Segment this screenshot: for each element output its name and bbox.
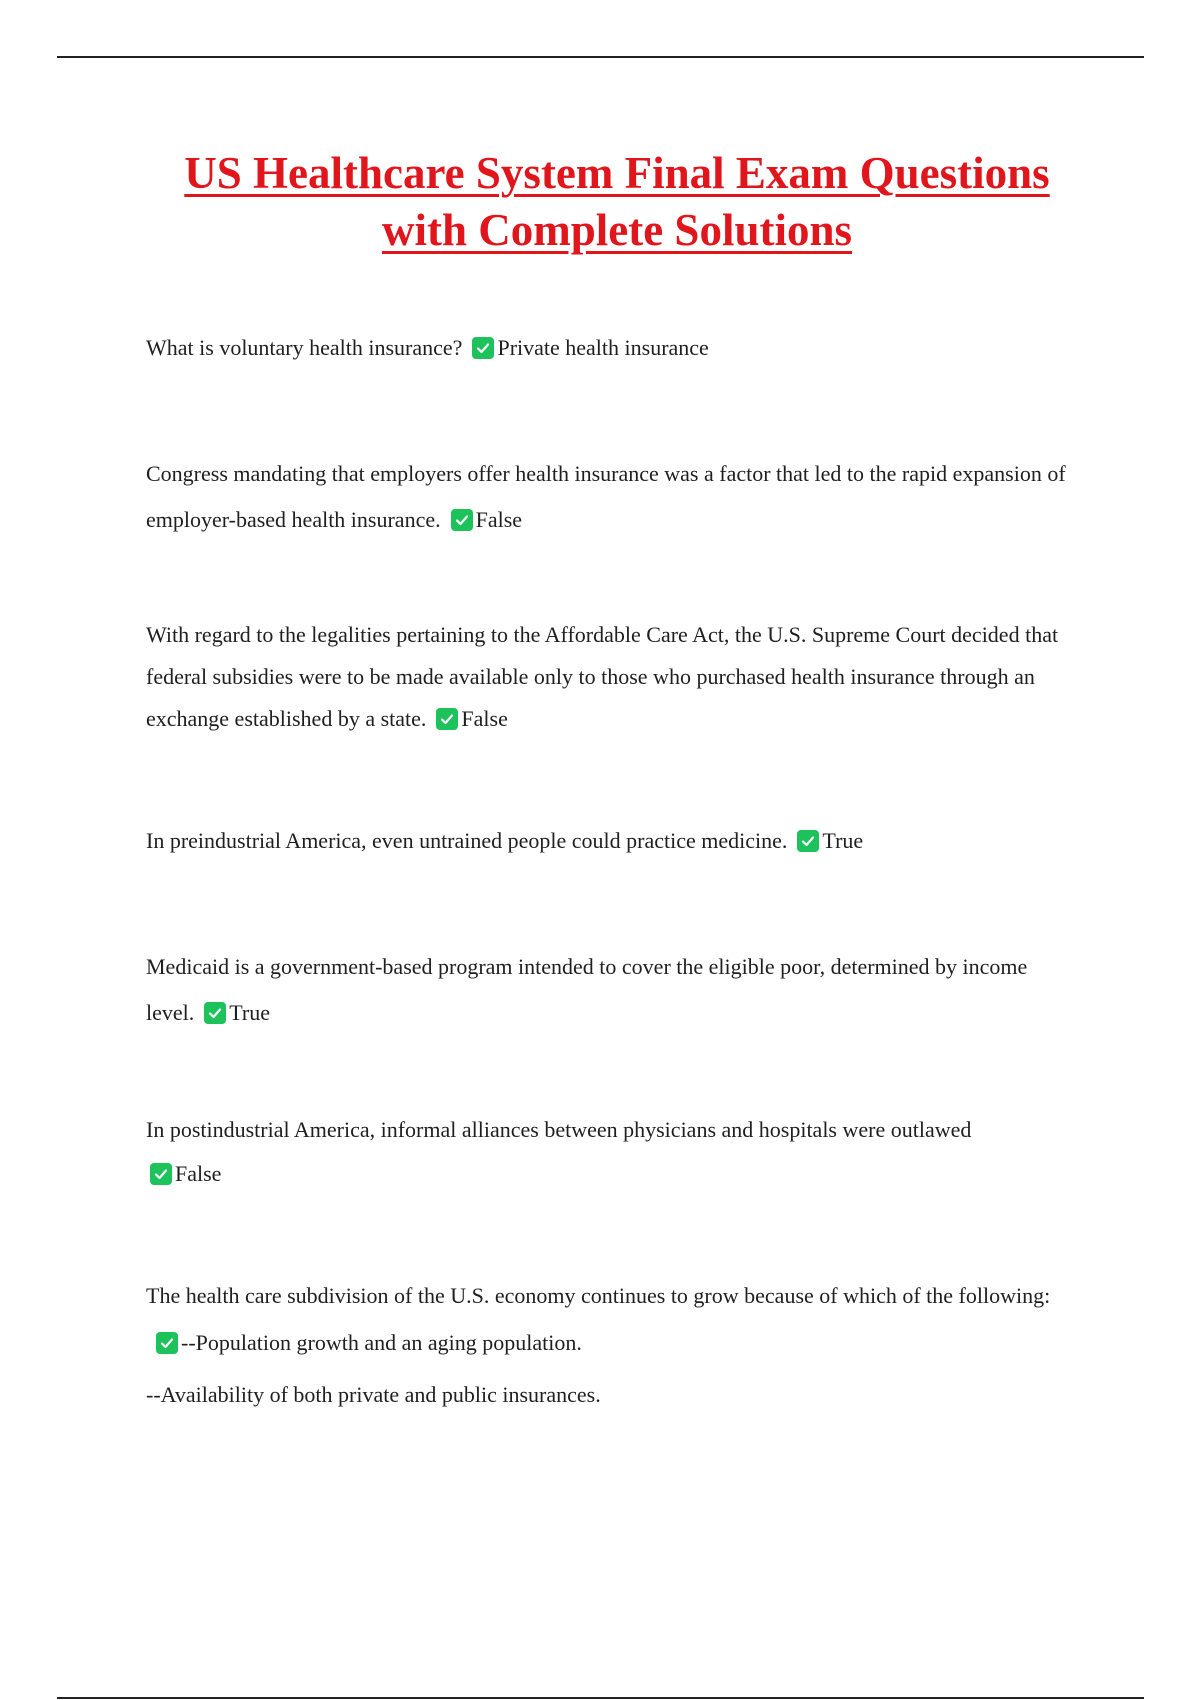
- question-text: Congress mandating that employers offer health insurance was a factor that led to the rapid expansion of employer-based health insurance.: [146, 461, 1066, 532]
- question-text: The health care subdivision of the U.S. economy continues to grow because of which of the following:: [146, 1283, 1051, 1308]
- answer-text: False: [475, 507, 523, 532]
- question-text: With regard to the legalities pertaining to the Affordable Care Act, the U.S. Supreme Court decided that federal subsidies were to be made available only to those who purchased health insurance through an exchange established by a state.: [146, 622, 1059, 731]
- question-text: What is voluntary health insurance?: [146, 335, 463, 360]
- answer-text: False: [461, 706, 508, 731]
- check-mark-icon: [156, 1332, 178, 1354]
- top-rule: [57, 56, 1144, 58]
- title-line-2: with Complete Solutions: [381, 205, 853, 255]
- check-mark-icon: [472, 337, 494, 359]
- title-line-1: US Healthcare System Final Exam Questions: [184, 148, 1050, 198]
- answer-text: --Population growth and an aging population.: [181, 1330, 582, 1355]
- page-title: [57, 145, 1177, 259]
- qa-item-1: [146, 333, 1081, 363]
- qa-item-2: [146, 451, 1081, 543]
- question-text: Medicaid is a government-based program intended to cover the eligible poor, determined by income level.: [146, 954, 1028, 1025]
- question-text: In preindustrial America, even untrained people could practice medicine.: [146, 828, 788, 853]
- check-mark-icon: [797, 830, 819, 852]
- qa-item-5: [146, 944, 1081, 1036]
- answer-continued: [146, 1380, 1081, 1410]
- answer-text: True: [822, 828, 864, 853]
- qa-item-6: [146, 1108, 1081, 1196]
- answer-text: Private health insurance: [497, 335, 709, 360]
- bottom-rule: [57, 1697, 1144, 1699]
- check-mark-icon: [436, 708, 458, 730]
- check-mark-icon: [204, 1002, 226, 1024]
- answer-text: False: [175, 1161, 222, 1186]
- qa-item-3: [146, 614, 1081, 740]
- check-mark-icon: [451, 509, 473, 531]
- check-mark-icon: [150, 1163, 172, 1185]
- question-text: In postindustrial America, informal alliances between physicians and hospitals were outlawed: [146, 1117, 972, 1142]
- qa-item-4: [146, 826, 1081, 856]
- answer-text: True: [229, 1000, 271, 1025]
- answer-continued-text: --Availability of both private and public insurances.: [146, 1382, 601, 1407]
- qa-item-7: [146, 1272, 1081, 1366]
